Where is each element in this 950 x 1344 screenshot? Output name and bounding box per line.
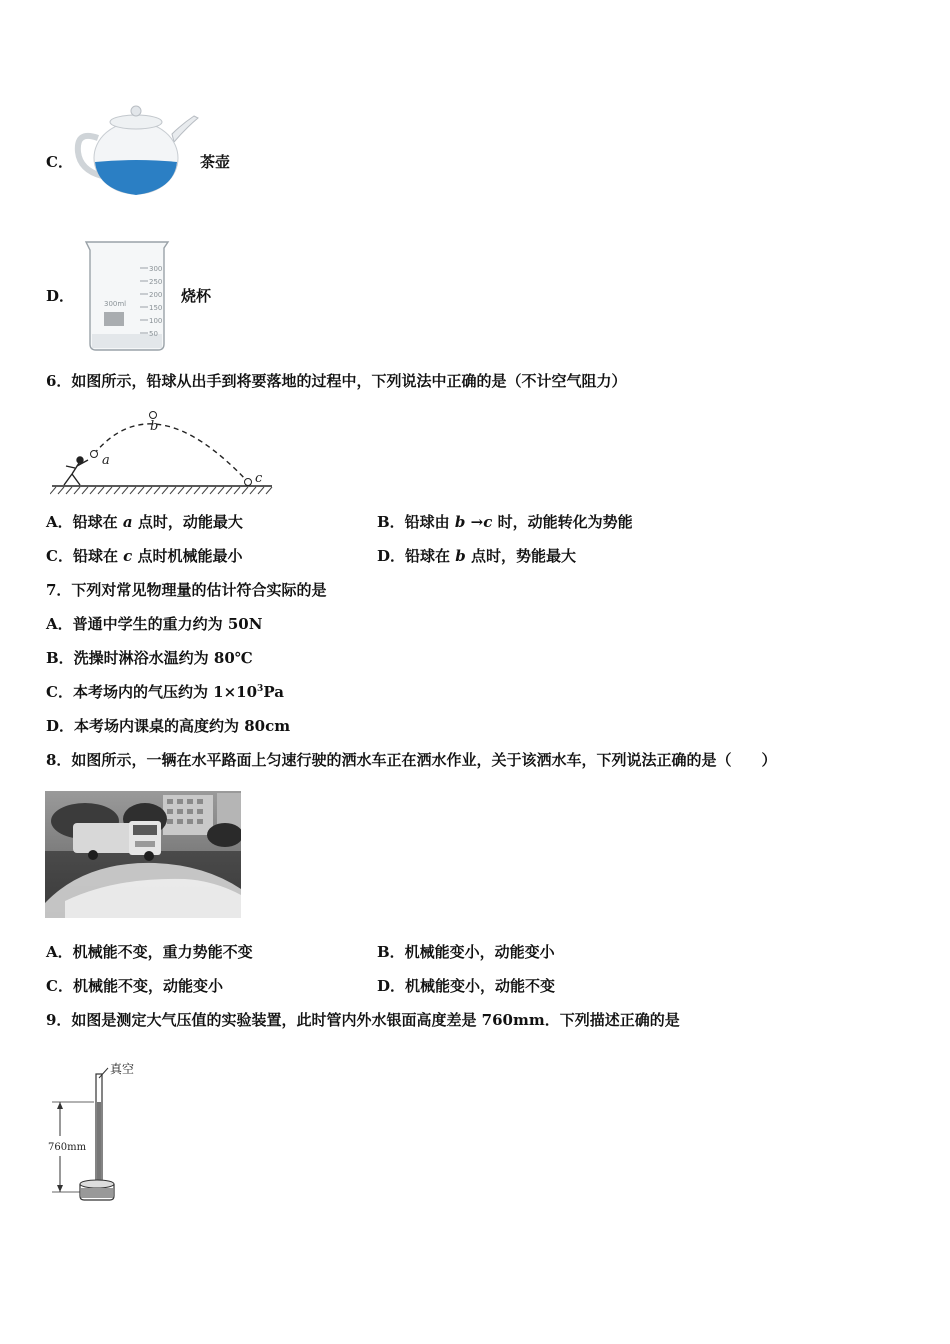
beaker-mark: 200 bbox=[149, 291, 163, 299]
q7-option-a: A．普通中学生的重力约为 50N bbox=[46, 615, 263, 633]
shot-put-figure bbox=[50, 404, 276, 496]
option-d-letter: D． bbox=[46, 287, 75, 305]
q7-stem: 7．下列对常见物理量的估计符合实际的是 bbox=[46, 581, 327, 599]
q6-option-c: C．铅球在 c 点时机械能最小 bbox=[46, 547, 243, 565]
point-c-label: c bbox=[255, 471, 263, 486]
q6-option-a: A．铅球在 a 点时，动能最大 bbox=[46, 513, 243, 531]
q8-option-d: D．机械能变小，动能不变 bbox=[377, 977, 556, 995]
beaker-image bbox=[82, 238, 172, 352]
height-label: 760mm bbox=[48, 1142, 87, 1153]
q7-option-c: C．本考场内的气压约为 $1\times 10^3Pa$ bbox=[46, 683, 284, 701]
sprinkler-truck-photo bbox=[45, 791, 241, 918]
beaker-mark: 50 bbox=[149, 330, 158, 338]
point-a-label: a bbox=[102, 453, 110, 468]
q6-option-d: D．铅球在 b 点时，势能最大 bbox=[377, 547, 576, 565]
q9-stem: 9．如图是测定大气压值的实验装置，此时管内外水银面高度差是 760mm．下列描述正确的是 bbox=[46, 1011, 680, 1029]
beaker-mark: 100 bbox=[149, 317, 163, 325]
q8-option-c: C．机械能不变，动能变小 bbox=[46, 977, 223, 995]
q7-option-b: B．洗操时淋浴水温约为 80℃ bbox=[46, 649, 253, 667]
beaker-mark: 150 bbox=[149, 304, 163, 312]
beaker-volume-text: 300ml bbox=[104, 300, 127, 308]
option-c-letter: C． bbox=[46, 153, 73, 171]
q8-stem: 8．如图所示，一辆在水平路面上匀速行驶的洒水车正在洒水作业，关于该洒水车，下列说法正确的是（ ） bbox=[46, 751, 777, 769]
barometer-figure bbox=[44, 1056, 154, 1206]
option-d-label: 烧杯 bbox=[181, 287, 212, 305]
teapot-image bbox=[74, 100, 200, 200]
beaker-mark: 250 bbox=[149, 278, 163, 286]
q8-option-b: B．机械能变小，动能变小 bbox=[377, 943, 555, 961]
option-c-label: 茶壶 bbox=[200, 153, 231, 171]
point-b-label: b bbox=[150, 419, 159, 434]
q6-option-b: B．铅球由 b →c 时，动能转化为势能 bbox=[377, 513, 633, 531]
q6-stem: 6．如图所示，铅球从出手到将要落地的过程中，下列说法中正确的是（不计空气阻力） bbox=[46, 372, 627, 390]
q7-option-d: D．本考场内课桌的高度约为 80cm bbox=[46, 717, 291, 735]
vacuum-label: 真空 bbox=[110, 1062, 135, 1076]
beaker-mark: 300 bbox=[149, 265, 163, 273]
q8-option-a: A．机械能不变，重力势能不变 bbox=[46, 943, 253, 961]
